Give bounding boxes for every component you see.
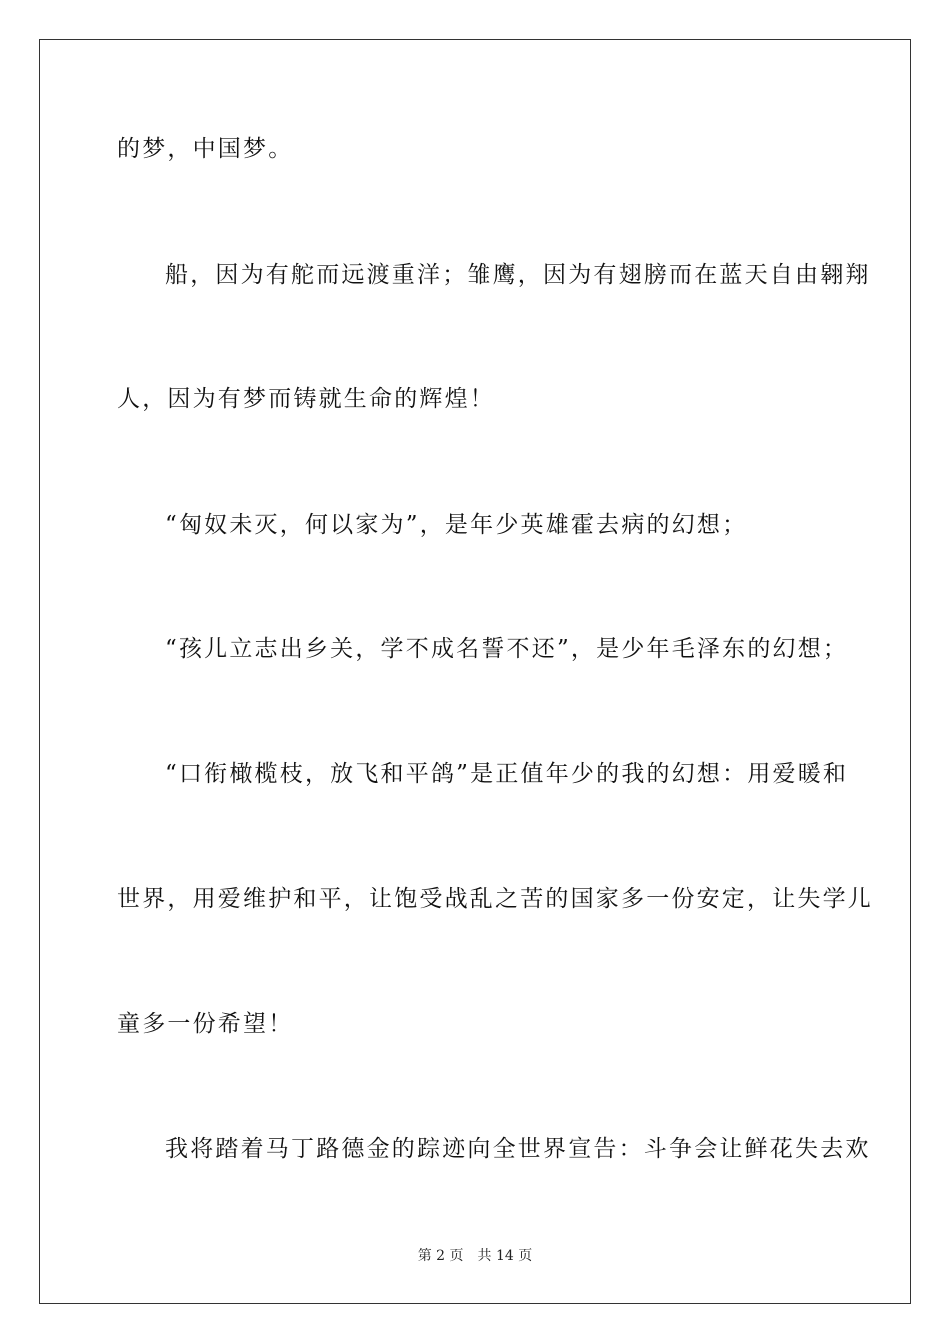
text-line-1: 的梦，中国梦。 — [117, 136, 294, 162]
text-line-6: “口衔橄榄枝，放飞和平鸽”是正值年少的我的幻想：用爱暖和 — [165, 761, 849, 787]
text-line-8: 童多一份希望！ — [117, 1011, 294, 1037]
page-footer — [0, 1245, 950, 1265]
text-line-2: 船，因为有舵而远渡重洋；雏鹰，因为有翅膀而在蓝天自由翱翔 — [165, 262, 871, 288]
text-line-9: 我将踏着马丁路德金的踪迹向全世界宣告：斗争会让鲜花失去欢 — [165, 1136, 871, 1162]
text-line-4: “匈奴未灭，何以家为”，是年少英雄霍去病的幻想； — [165, 512, 748, 538]
page-border — [39, 39, 911, 1304]
text-line-7: 世界，用爱维护和平，让饱受战乱之苦的国家多一份安定，让失学儿 — [117, 886, 873, 912]
page-number: 第 2 页 — [417, 1248, 464, 1264]
text-line-5: “孩儿立志出乡关，学不成名誓不还”，是少年毛泽东的幻想； — [165, 636, 849, 662]
text-line-3: 人，因为有梦而铸就生命的辉煌！ — [117, 386, 495, 412]
page-total: 共 14 页 — [477, 1248, 533, 1264]
